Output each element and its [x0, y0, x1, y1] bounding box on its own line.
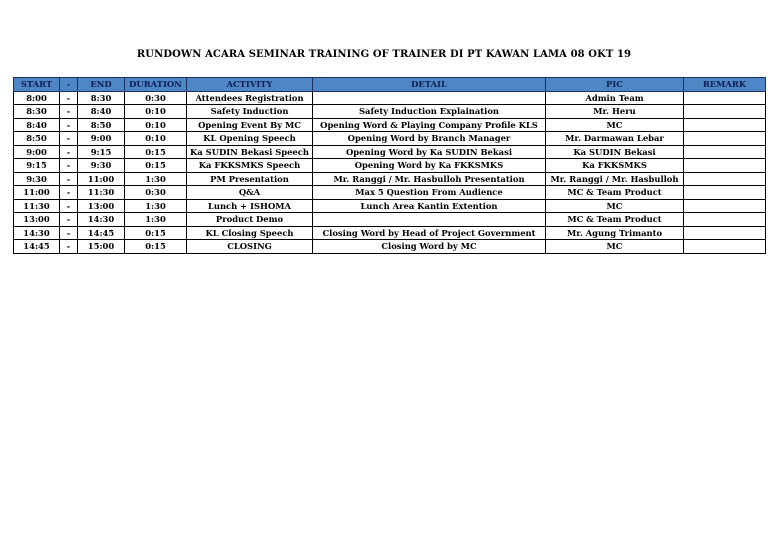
cell-end: 8:50 — [78, 118, 125, 132]
table-row — [14, 199, 766, 213]
header-start: START — [14, 78, 60, 92]
cell-remark — [684, 159, 766, 173]
cell-dash: - — [60, 118, 78, 132]
cell-detail — [313, 213, 546, 227]
cell-activity: PM Presentation — [187, 172, 313, 186]
cell-start: 8:30 — [14, 105, 60, 119]
cell-activity: Ka FKKSMKS Speech — [187, 159, 313, 173]
cell-pic: MC — [546, 118, 684, 132]
cell-end: 9:00 — [78, 132, 125, 146]
cell-pic: Mr. Ranggi / Mr. Hasbulloh — [546, 172, 684, 186]
cell-dash: - — [60, 240, 78, 254]
cell-activity: KL Opening Speech — [187, 132, 313, 146]
cell-pic: Admin Team — [546, 91, 684, 105]
cell-duration: 0:15 — [125, 240, 187, 254]
cell-pic: Mr. Heru — [546, 105, 684, 119]
cell-duration: 1:30 — [125, 199, 187, 213]
cell-start: 8:00 — [14, 91, 60, 105]
table-row — [14, 159, 766, 173]
cell-activity: Safety Induction — [187, 105, 313, 119]
table-row — [14, 240, 766, 254]
cell-detail: Max 5 Question From Audience — [313, 186, 546, 200]
cell-pic: Ka SUDIN Bekasi — [546, 145, 684, 159]
cell-remark — [684, 226, 766, 240]
cell-detail: Closing Word by Head of Project Government — [313, 226, 546, 240]
cell-pic: MC & Team Product — [546, 213, 684, 227]
table-row — [14, 172, 766, 186]
cell-detail: Opening Word by Ka FKKSMKS — [313, 159, 546, 173]
cell-end: 9:30 — [78, 159, 125, 173]
table-row — [14, 186, 766, 200]
table-row — [14, 91, 766, 105]
table-row — [14, 118, 766, 132]
header-dash: - — [60, 78, 78, 92]
cell-remark — [684, 105, 766, 119]
table-row — [14, 132, 766, 146]
cell-duration: 0:15 — [125, 145, 187, 159]
cell-detail: Opening Word by Branch Manager — [313, 132, 546, 146]
cell-dash: - — [60, 132, 78, 146]
cell-dash: - — [60, 213, 78, 227]
cell-dash: - — [60, 159, 78, 173]
cell-start: 9:30 — [14, 172, 60, 186]
cell-remark — [684, 145, 766, 159]
cell-activity: CLOSING — [187, 240, 313, 254]
cell-end: 14:30 — [78, 213, 125, 227]
cell-activity: KL Closing Speech — [187, 226, 313, 240]
cell-duration: 0:15 — [125, 226, 187, 240]
cell-activity: Q&A — [187, 186, 313, 200]
cell-start: 11:30 — [14, 199, 60, 213]
cell-duration: 0:10 — [125, 118, 187, 132]
cell-end: 8:40 — [78, 105, 125, 119]
cell-start: 14:45 — [14, 240, 60, 254]
cell-remark — [684, 240, 766, 254]
cell-activity: Lunch + ISHOMA — [187, 199, 313, 213]
cell-start: 9:00 — [14, 145, 60, 159]
cell-start: 13:00 — [14, 213, 60, 227]
header-detail: DETAIL — [313, 78, 546, 92]
cell-detail: Lunch Area Kantin Extention — [313, 199, 546, 213]
cell-detail — [313, 91, 546, 105]
table-body — [14, 91, 766, 253]
cell-pic: MC — [546, 240, 684, 254]
header-end: END — [78, 78, 125, 92]
cell-activity: Product Demo — [187, 213, 313, 227]
table-row — [14, 105, 766, 119]
header-activity: ACTIVITY — [187, 78, 313, 92]
cell-dash: - — [60, 199, 78, 213]
cell-remark — [684, 199, 766, 213]
cell-activity: Attendees Registration — [187, 91, 313, 105]
cell-detail: Opening Word & Playing Company Profile KLS — [313, 118, 546, 132]
cell-detail: Opening Word by Ka SUDIN Bekasi — [313, 145, 546, 159]
cell-activity: Opening Event By MC — [187, 118, 313, 132]
cell-pic: MC & Team Product — [546, 186, 684, 200]
cell-start: 9:15 — [14, 159, 60, 173]
cell-remark — [684, 213, 766, 227]
cell-remark — [684, 186, 766, 200]
cell-end: 14:45 — [78, 226, 125, 240]
cell-end: 8:30 — [78, 91, 125, 105]
cell-end: 11:00 — [78, 172, 125, 186]
rundown-table — [13, 77, 766, 254]
cell-end: 13:00 — [78, 199, 125, 213]
cell-remark — [684, 91, 766, 105]
cell-remark — [684, 118, 766, 132]
cell-duration: 0:10 — [125, 105, 187, 119]
cell-duration: 0:30 — [125, 186, 187, 200]
cell-detail: Mr. Ranggi / Mr. Hasbulloh Presentation — [313, 172, 546, 186]
cell-remark — [684, 132, 766, 146]
cell-pic: MC — [546, 199, 684, 213]
cell-start: 11:00 — [14, 186, 60, 200]
cell-duration: 0:10 — [125, 132, 187, 146]
header-pic: PIC — [546, 78, 684, 92]
cell-start: 8:50 — [14, 132, 60, 146]
cell-dash: - — [60, 172, 78, 186]
table-header-row — [14, 78, 766, 92]
header-remark: REMARK — [684, 78, 766, 92]
cell-pic: Mr. Darmawan Lebar — [546, 132, 684, 146]
cell-dash: - — [60, 186, 78, 200]
cell-dash: - — [60, 91, 78, 105]
cell-dash: - — [60, 105, 78, 119]
cell-end: 9:15 — [78, 145, 125, 159]
cell-end: 15:00 — [78, 240, 125, 254]
cell-detail: Closing Word by MC — [313, 240, 546, 254]
document-title: RUNDOWN ACARA SEMINAR TRAINING OF TRAINER DI PT KAWAN LAMA 08 OKT 19 — [136, 49, 632, 60]
cell-pic: Ka FKKSMKS — [546, 159, 684, 173]
table-row — [14, 145, 766, 159]
cell-dash: - — [60, 226, 78, 240]
cell-detail: Safety Induction Explaination — [313, 105, 546, 119]
cell-duration: 0:15 — [125, 159, 187, 173]
header-duration: DURATION — [125, 78, 187, 92]
cell-duration: 0:30 — [125, 91, 187, 105]
cell-start: 14:30 — [14, 226, 60, 240]
cell-duration: 1:30 — [125, 213, 187, 227]
cell-dash: - — [60, 145, 78, 159]
cell-duration: 1:30 — [125, 172, 187, 186]
table-row — [14, 213, 766, 227]
cell-end: 11:30 — [78, 186, 125, 200]
cell-start: 8:40 — [14, 118, 60, 132]
cell-activity: Ka SUDIN Bekasi Speech — [187, 145, 313, 159]
table-row — [14, 226, 766, 240]
cell-pic: Mr. Agung Trimanto — [546, 226, 684, 240]
cell-remark — [684, 172, 766, 186]
